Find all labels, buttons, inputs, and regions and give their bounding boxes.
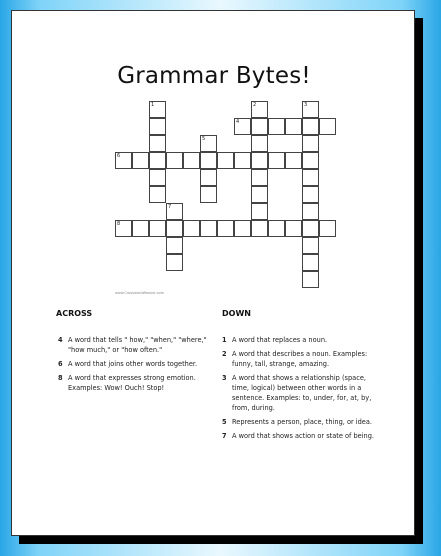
- crossword-cell[interactable]: [166, 220, 183, 237]
- crossword-cell[interactable]: [200, 220, 217, 237]
- crossword-cell[interactable]: [149, 169, 166, 186]
- crossword-cell[interactable]: [302, 135, 319, 152]
- cell-number: 7: [168, 204, 172, 210]
- crossword-cell[interactable]: [149, 135, 166, 152]
- across-clues: [58, 335, 208, 397]
- clue-across-8: 8 A word that expresses strong emotion. Examples: Wow! Ouch! Stop!: [58, 374, 196, 392]
- crossword-cell[interactable]: [268, 118, 285, 135]
- crossword-cell[interactable]: [149, 186, 166, 203]
- crossword-cell[interactable]: [268, 220, 285, 237]
- crossword-grid: [12, 11, 416, 311]
- crossword-cell[interactable]: [285, 118, 302, 135]
- crossword-cell[interactable]: [149, 152, 166, 169]
- across-heading: ACROSS: [56, 309, 93, 318]
- cell-number: 1: [151, 102, 155, 108]
- crossword-cell[interactable]: [217, 152, 234, 169]
- clue-down-3: 3 A word that shows a relationship (space, time, logical) between other words in a sentence. Examples: to, under, for, at, by, from, during.: [222, 374, 372, 412]
- clue-down-7: 7 A word that shows action or state of being.: [222, 432, 374, 440]
- crossword-cell[interactable]: [183, 152, 200, 169]
- crossword-cell[interactable]: [166, 152, 183, 169]
- crossword-cell[interactable]: [251, 152, 268, 169]
- crossword-cell[interactable]: [319, 118, 336, 135]
- crossword-cell[interactable]: [302, 203, 319, 220]
- cell-number: 4: [236, 119, 240, 125]
- crossword-cell[interactable]: [149, 101, 166, 118]
- crossword-cell[interactable]: [183, 220, 200, 237]
- crossword-cell[interactable]: [251, 220, 268, 237]
- crossword-cell[interactable]: [302, 169, 319, 186]
- crossword-cell[interactable]: [200, 169, 217, 186]
- page-title: Grammar Bytes!: [117, 63, 311, 89]
- crossword-cell[interactable]: [251, 169, 268, 186]
- crossword-cell[interactable]: [302, 220, 319, 237]
- clue-down-2: 2 A word that describes a noun. Examples: funny, tall, strange, amazing.: [222, 350, 368, 368]
- crossword-cell[interactable]: [132, 152, 149, 169]
- crossword-cell[interactable]: [251, 186, 268, 203]
- crossword-cell[interactable]: [166, 237, 183, 254]
- cell-number: 5: [202, 136, 206, 142]
- crossword-cell[interactable]: [285, 152, 302, 169]
- crossword-cell[interactable]: [200, 135, 217, 152]
- crossword-cell[interactable]: [234, 152, 251, 169]
- crossword-cell[interactable]: [200, 152, 217, 169]
- crossword-cell[interactable]: [302, 101, 319, 118]
- crossword-cell[interactable]: [302, 237, 319, 254]
- crossword-cell[interactable]: [302, 186, 319, 203]
- crossword-cell[interactable]: [149, 220, 166, 237]
- crossword-cell[interactable]: [234, 118, 251, 135]
- crossword-cell[interactable]: [302, 152, 319, 169]
- crossword-cell[interactable]: [132, 220, 149, 237]
- cell-number: 2: [253, 102, 257, 108]
- credit-text: www.CrosswordWeaver.com: [115, 291, 165, 295]
- crossword-cell[interactable]: [166, 254, 183, 271]
- cell-number: 3: [304, 102, 308, 108]
- crossword-cell[interactable]: [268, 152, 285, 169]
- crossword-cell[interactable]: [251, 101, 268, 118]
- crossword-cell[interactable]: [200, 186, 217, 203]
- crossword-cell[interactable]: [251, 203, 268, 220]
- clue-across-4: 4 A word that tells " how," "when," "where," "how much," or "how often.": [58, 336, 207, 354]
- crossword-cell[interactable]: [234, 220, 251, 237]
- crossword-cell[interactable]: [302, 271, 319, 288]
- crossword-cell[interactable]: [251, 135, 268, 152]
- crossword-cell[interactable]: [115, 220, 132, 237]
- crossword-cell[interactable]: [285, 220, 302, 237]
- crossword-cell[interactable]: [302, 254, 319, 271]
- clue-down-5: 5 Represents a person, place, thing, or idea.: [222, 418, 373, 426]
- crossword-cell[interactable]: [166, 203, 183, 220]
- crossword-cell[interactable]: [302, 118, 319, 135]
- down-heading: DOWN: [222, 309, 251, 318]
- cell-number: 6: [117, 153, 121, 159]
- cell-number: 8: [117, 221, 121, 227]
- down-clues: [222, 335, 382, 445]
- crossword-cell[interactable]: [115, 152, 132, 169]
- worksheet-page: [11, 10, 415, 536]
- clue-across-6: 6 A word that joins other words together.: [58, 360, 198, 368]
- crossword-cell[interactable]: [319, 220, 336, 237]
- crossword-cell[interactable]: [251, 118, 268, 135]
- clue-down-1: 1 A word that replaces a noun.: [222, 336, 328, 344]
- crossword-cell[interactable]: [149, 118, 166, 135]
- crossword-cell[interactable]: [217, 220, 234, 237]
